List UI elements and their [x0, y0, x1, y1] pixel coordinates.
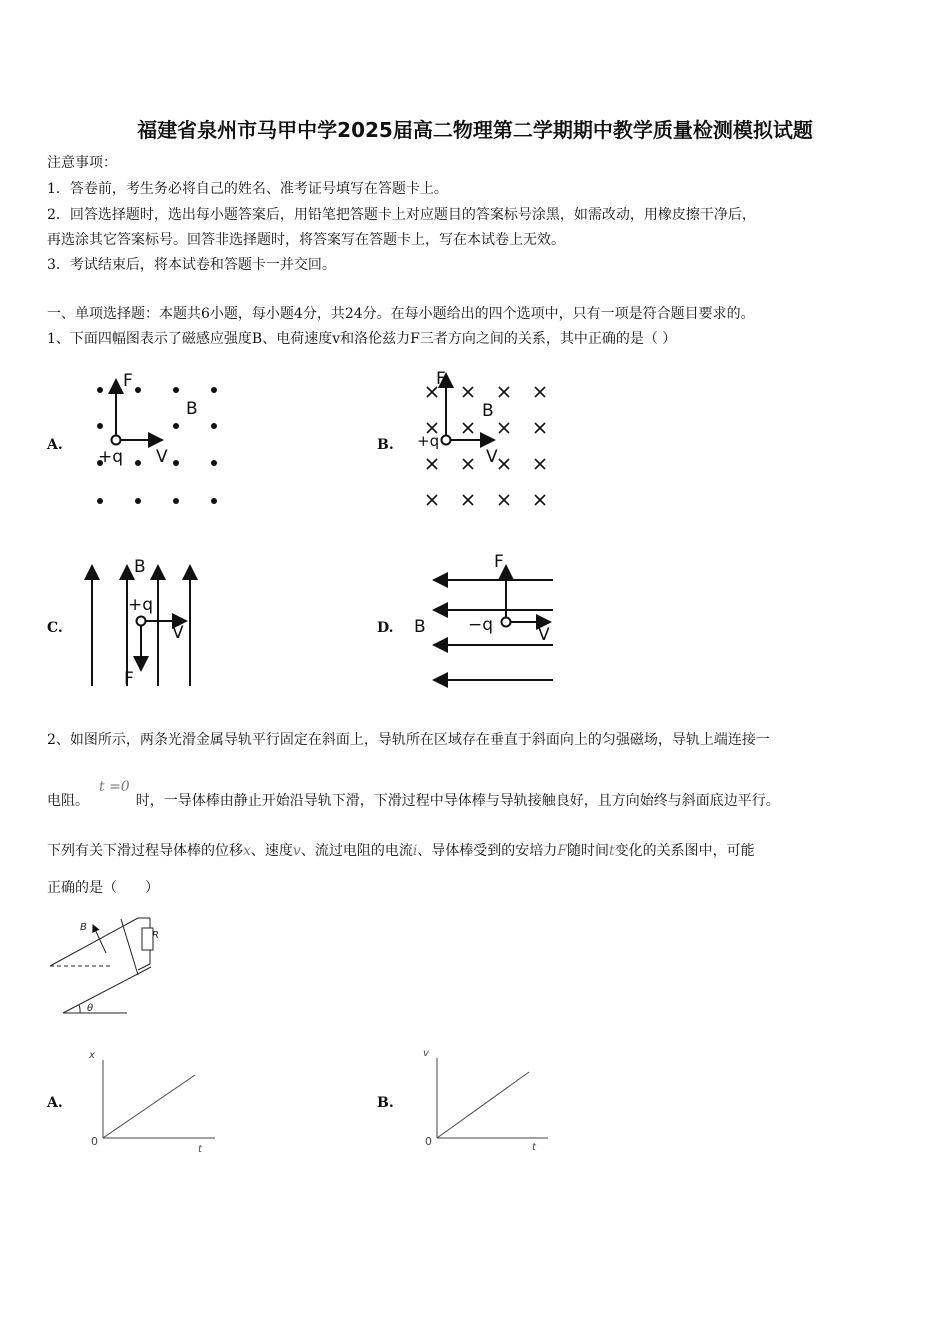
page-title: 福建省泉州市马甲中学2025届高二物理第二学期期中教学质量检测模拟试题	[137, 118, 813, 142]
origin-label: 0	[425, 1135, 432, 1148]
field-cross	[499, 423, 509, 433]
velocity-label: V	[486, 447, 498, 467]
notice-item: 3．考试结束后，将本试卷和答题卡一并交回。	[47, 257, 336, 273]
notice-item: 再选涂其它答案标号。回答非选择题时，将答案写在答题卡上，写在本试卷上无效。	[47, 232, 565, 248]
option-b-label: B.	[377, 437, 394, 453]
option-d-label: D.	[377, 620, 394, 636]
charge-label: −q	[468, 615, 494, 635]
field-dot	[135, 460, 141, 466]
field-cross	[535, 459, 545, 469]
y-axis-label: x	[89, 1050, 95, 1061]
field-dot	[173, 460, 179, 466]
question-1-stem: 1、下面四幅图表示了磁感应强度B、电荷速度v和洛伦兹力F三者方向之间的关系，其中正确的是（ ）	[47, 331, 677, 347]
graph-b-label: B.	[377, 1095, 394, 1111]
velocity-label: V	[538, 625, 550, 645]
figure-q1-c	[92, 557, 190, 689]
angle-label: θ	[87, 1003, 94, 1014]
field-dot	[173, 498, 179, 504]
charge-label: +q	[98, 447, 124, 467]
field-label: B	[134, 557, 146, 577]
force-label: F	[124, 669, 134, 689]
field-cross	[499, 387, 509, 397]
resistor-label: R	[152, 930, 159, 941]
field-cross	[535, 495, 545, 505]
field-dot	[97, 387, 103, 393]
field-cross	[463, 387, 473, 397]
field-label: B	[186, 399, 198, 419]
notice-item: 1．答卷前，考生务必将自己的姓名、准考证号填写在答题卡上。	[47, 181, 448, 197]
field-cross	[499, 495, 509, 505]
field-dot	[173, 423, 179, 429]
option-a-label: A.	[47, 437, 63, 453]
velocity-label: V	[156, 447, 168, 467]
force-label: F	[494, 552, 504, 572]
field-dot	[173, 387, 179, 393]
field-label: B	[80, 922, 87, 933]
t0-formula: t =0	[99, 779, 130, 795]
graph-a-label: A.	[47, 1095, 63, 1111]
field-cross	[463, 459, 473, 469]
figure-q1-a	[97, 371, 217, 504]
section-heading: 一、单项选择题：本题共6小题，每小题4分，共24分。在每小题给出的四个选项中，只有一项是符合题目要求的。	[47, 306, 755, 322]
field-cross	[535, 387, 545, 397]
graph-b	[423, 1048, 548, 1153]
field-dot	[211, 498, 217, 504]
question-2-line: 正确的是（ ）	[47, 880, 159, 896]
field-label: B	[414, 617, 426, 637]
figure-q1-d	[414, 552, 553, 680]
force-label: F	[436, 369, 446, 389]
y-axis-label: v	[423, 1048, 429, 1059]
force-label: F	[123, 371, 133, 391]
field-dot	[211, 460, 217, 466]
x-axis-label: t	[198, 1144, 202, 1155]
field-cross	[535, 423, 545, 433]
graph-a	[88, 1050, 215, 1155]
field-cross	[427, 459, 437, 469]
figure-q1-b	[417, 369, 545, 505]
charge-label: +q	[417, 432, 440, 450]
field-label: B	[482, 401, 494, 421]
question-2-line: 2、如图所示，两条光滑金属导轨平行固定在斜面上，导轨所在区域存在垂直于斜面向上的匀强磁场，导轨上端连接一	[47, 732, 770, 748]
field-cross	[499, 459, 509, 469]
question-2-line: 下列有关下滑过程导体棒的位移x、速度v、流过电阻的电流i、导体棒受到的安培力F随时间t变化的关系图中，可能	[47, 843, 755, 859]
notice-heading: 注意事项：	[47, 155, 117, 171]
figure-q2-incline	[50, 918, 159, 1014]
charge-label: +q	[128, 595, 154, 615]
field-dot	[97, 498, 103, 504]
field-dot	[211, 387, 217, 393]
option-c-label: C.	[47, 620, 63, 636]
notice-item: 2．回答选择题时，选出每小题答案后，用铅笔把答题卡上对应题目的答案标号涂黑，如需改动，用橡皮擦干净后，	[47, 207, 756, 223]
velocity-label: V	[172, 623, 184, 643]
field-dot	[135, 498, 141, 504]
question-2-line: 电阻。t =0时，一导体棒由静止开始沿导轨下滑，下滑过程中导体棒与导轨接触良好，且方向始终与斜面底边平行。	[47, 779, 780, 809]
x-axis-label: t	[532, 1142, 536, 1153]
field-cross	[427, 495, 437, 505]
field-dot	[211, 423, 217, 429]
origin-label: 0	[91, 1135, 98, 1148]
field-cross	[463, 495, 473, 505]
field-dot	[135, 387, 141, 393]
field-cross	[463, 423, 473, 433]
field-dot	[97, 423, 103, 429]
